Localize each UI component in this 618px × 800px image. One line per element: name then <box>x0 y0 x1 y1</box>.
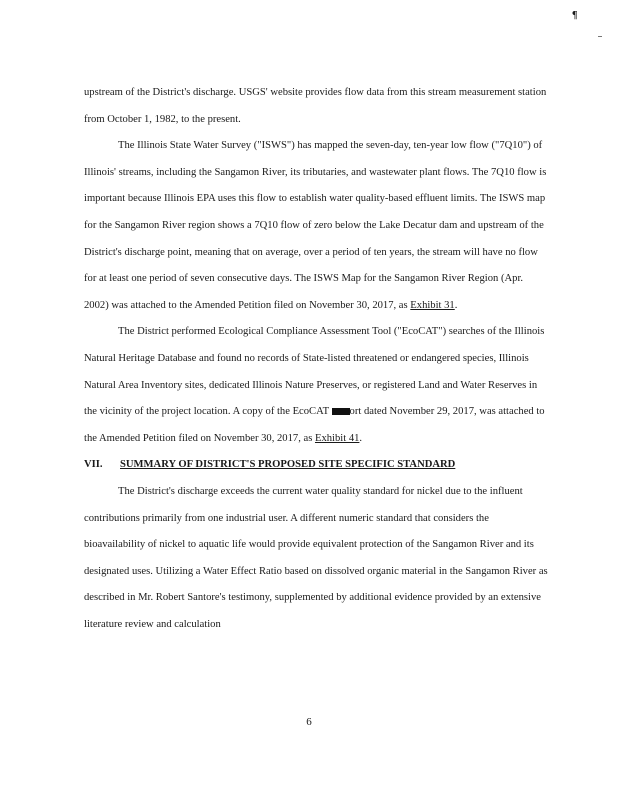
scan-artifact <box>598 36 602 37</box>
page-number: 6 <box>306 716 312 728</box>
section-title: SUMMARY OF DISTRICT'S PROPOSED SITE SPECIFIC STANDARD <box>120 459 456 471</box>
paragraph-ecocat: The District performed Ecological Compliance Assessment Tool ("EcoCAT") searches of the Illinois Natural Heritage Database and found no records of State-listed threatened or endangered species, Illinois Natural Area Inventory sites, dedicated Illinois Nature Preserves, or registered Land and Water Reserves in the vicinity of the project location. A copy of the EcoCAT ort dated November 29, 2017, was attached to the Amended Petition filed on November 30, 2017, as Exhibit 41. <box>84 326 545 444</box>
paragraph-continuation: upstream of the District's discharge. USGS' website provides flow data from this stream measurement station from October 1, 1982, to the present. <box>84 87 547 125</box>
paragraph-isws-text: The Illinois State Water Survey ("ISWS") has mapped the seven-day, ten-year low flow ("7Q10") of Illinois' streams, including the Sangamon River, its tributaries, and wastewater plant flows. The 7Q10 flow is important because Illinois EPA uses this flow to establish water quality-based effluent limits. The ISWS map for the Sangamon River region shows a 7Q10 flow of zero below the Lake Decatur dam and upstream of the District's discharge point, meaning that on average, over a period of ten years, the stream will have no flow for at least one period of seven consecutive days. The ISWS Map for the Sangamon River Region (Apr. 2002) was attached to the Amended Petition filed on November 30, 2017, as <box>84 140 547 311</box>
paragraph-summary: The District's discharge exceeds the current water quality standard for nickel due to the influent contributions primarily from one industrial user. A different numeric standard that considers the bioavailability of nickel to aquatic life would provide equivalent protection of the Sangamon River and its designated uses. Utilizing a Water Effect Ratio based on dissolved organic material in the Sangamon River as described in Mr. Robert Santore's testimony, supplemented by additional evidence provided by an extensive literature review and calculation <box>84 485 548 630</box>
section-number: VII. <box>84 459 103 471</box>
body-text <box>84 80 548 638</box>
paragraph-ecocat-text-a: The District performed Ecological Compliance Assessment Tool ("EcoCAT") searches of the Illinois Natural Heritage Database and found no records of State-listed threatened or endangered species, Illinois Natural Area Inventory sites, dedicated Illinois Nature Preserves, or registered Land and Water Reserves in the vicinity of the project location. A copy of the EcoCAT <box>84 326 545 418</box>
redaction-mark <box>332 408 350 415</box>
exhibit-31-reference: Exhibit 31 <box>410 299 455 311</box>
paragraph-ecocat-text-b: ort dated November 29, 2017, was attached to the Amended Petition filed on November 30, 2017, as <box>84 406 545 444</box>
exhibit-41-reference: Exhibit 41 <box>314 432 360 444</box>
corner-mark: ¶ <box>572 10 578 21</box>
section-heading <box>84 452 548 479</box>
paragraph-isws: The Illinois State Water Survey ("ISWS") has mapped the seven-day, ten-year low flow ("7Q10") of Illinois' streams, including the Sangamon River, its tributaries, and wastewater plant flows. The 7Q10 flow is important because Illinois EPA uses this flow to establish water quality-based effluent limits. The ISWS map for the Sangamon River region shows a 7Q10 flow of zero below the Lake Decatur dam and upstream of the District's discharge point, meaning that on average, over a period of ten years, the stream will have no flow for at least one period of seven consecutive days. The ISWS Map for the Sangamon River Region (Apr. 2002) was attached to the Amended Petition filed on November 30, 2017, as Exhibit 31. <box>84 140 547 311</box>
